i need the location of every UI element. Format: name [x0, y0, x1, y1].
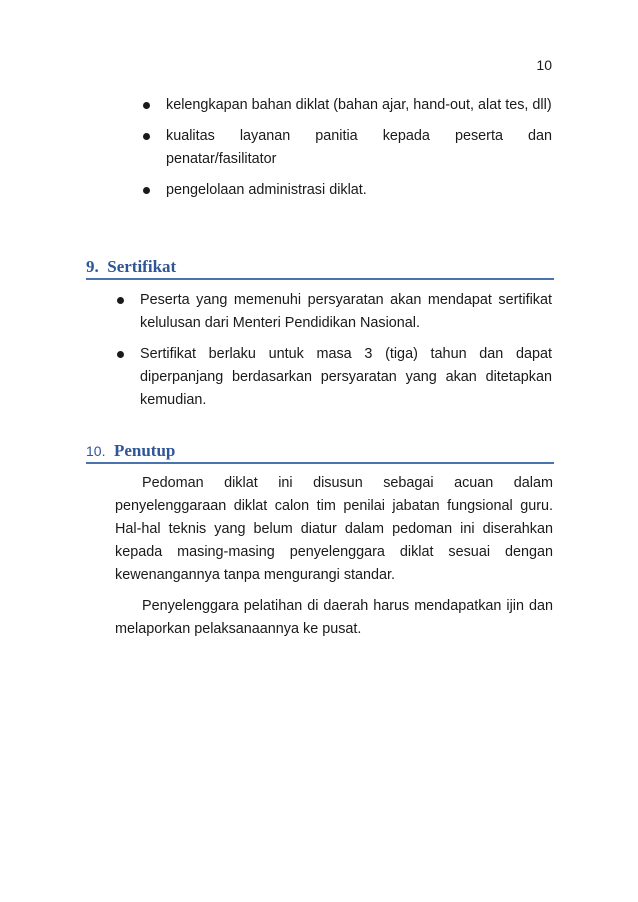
page-number: 10 — [536, 57, 552, 73]
paragraph: Pedoman diklat ini disusun sebagai acuan dalam penyelenggaraan diklat calon tim penilai jabatan fungsional guru. Hal-hal teknis yang belum diatur dalam pedoman ini diserahkan kepada masing-masing penyelenggara diklat sesuai dengan kewenangannya tanpa mengurangi standar. — [115, 475, 553, 583]
section-heading-sertifikat — [86, 257, 554, 280]
list-item — [166, 125, 552, 171]
list-item — [140, 289, 552, 335]
section-title: Penutup — [113, 441, 176, 460]
section-title: Sertifikat — [107, 257, 177, 276]
list-item-text: Sertifikat berlaku untuk masa 3 (tiga) tahun dan dapat diperpanjang berdasarkan persyaratan yang akan ditetapkan kemudian. — [140, 346, 552, 408]
bullet-icon — [117, 351, 124, 358]
list-item-text: Peserta yang memenuhi persyaratan akan mendapat sertifikat kelulusan dari Menteri Pendidikan Nasional. — [140, 292, 552, 331]
bullet-icon — [143, 102, 150, 109]
section-heading-penutup — [86, 441, 554, 464]
bullet-list-evaluation — [166, 94, 552, 202]
list-item — [166, 179, 552, 202]
bullet-icon — [117, 297, 124, 304]
bullet-icon — [143, 187, 150, 194]
paragraph: Penyelenggara pelatihan di daerah harus mendapatkan ijin dan melaporkan pelaksanaannya ke pusat. — [115, 598, 553, 637]
list-item — [166, 94, 552, 117]
bullet-list-sertifikat — [140, 289, 552, 412]
penutup-body — [115, 472, 553, 641]
section-number: 9. — [86, 257, 99, 276]
section-number: 10. — [86, 443, 106, 459]
list-item-text: kelengkapan bahan diklat (bahan ajar, hand-out, alat tes, dll) — [166, 97, 552, 113]
bullet-icon — [143, 133, 150, 140]
list-item — [140, 343, 552, 412]
list-item-text: kualitas layanan panitia kepada peserta dan penatar/fasilitator — [166, 128, 552, 167]
list-item-text: pengelolaan administrasi diklat. — [166, 182, 367, 198]
